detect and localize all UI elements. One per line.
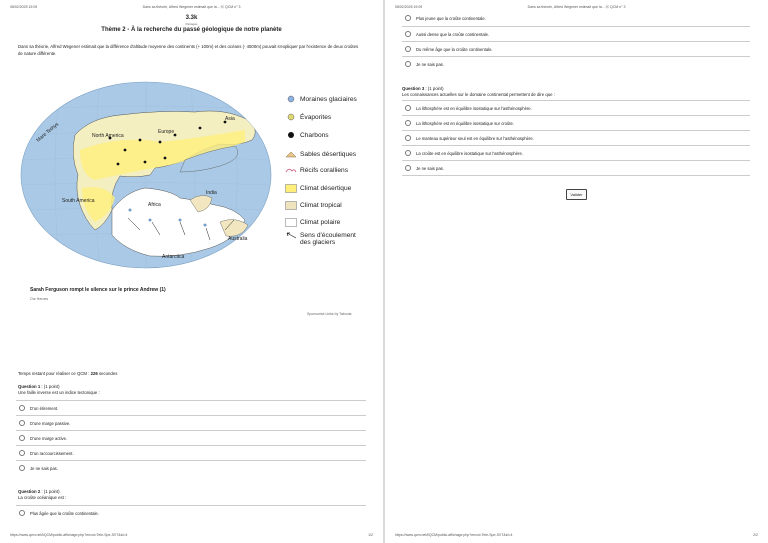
legend-label: Climat désertique [300, 184, 352, 192]
radio-button[interactable] [405, 105, 411, 111]
radio-button[interactable] [405, 46, 411, 52]
answer-option[interactable] [402, 100, 750, 115]
share-count-label: Partages [185, 22, 198, 26]
radio-button[interactable] [405, 31, 411, 37]
radio-button[interactable] [19, 450, 25, 456]
legend-label: Sens d'écoulement des glaciers [300, 232, 356, 246]
page-1 [0, 0, 383, 543]
legend-item [285, 93, 357, 105]
radio-button[interactable] [19, 435, 25, 441]
map-label-india: India [206, 190, 217, 196]
answer-label: Aussi dense que la croûte continentale. [416, 31, 490, 37]
answer-label: Je ne sais pas. [30, 465, 58, 471]
beige-box-icon [285, 201, 297, 210]
radio-button[interactable] [405, 135, 411, 141]
answer-label: Je ne sais pas. [416, 61, 444, 67]
page-number: 2/2 [753, 533, 758, 537]
question-text: Une faille inverse est un indice tectonique : [18, 389, 100, 395]
validate-button[interactable]: Valider [566, 189, 587, 200]
blue-dot-icon [285, 95, 297, 103]
legend-label: Climat polaire [300, 218, 341, 226]
map-label-australia: Australia [228, 236, 248, 242]
white-box-icon [285, 218, 297, 227]
answer-option[interactable] [16, 460, 366, 475]
radio-button[interactable] [405, 165, 411, 171]
legend-label: Sables désertiques [300, 150, 357, 158]
dune-icon [285, 150, 297, 158]
page-2 [385, 0, 768, 543]
reef-icon [285, 166, 297, 174]
legend-item [285, 232, 365, 250]
answer-option[interactable] [402, 160, 750, 176]
map-label-europe: Europe [158, 129, 175, 135]
answer-label: Plus jeune que la croûte continentale. [416, 15, 486, 21]
question-label: Question 3 [402, 86, 425, 91]
radio-button[interactable] [19, 510, 25, 516]
radio-button[interactable] [19, 465, 25, 471]
footer-url: https://www.qcm.net/liQCM/public-affichage.php?envoi=Tele-Spe-SVT&id=4 [395, 533, 513, 537]
question-label: Question 1 [18, 384, 41, 389]
radio-button[interactable] [405, 150, 411, 156]
timer-suffix: secondes [97, 371, 118, 376]
share-count-value: 3.3k [185, 15, 198, 21]
answer-option[interactable] [402, 41, 750, 56]
map-label-asia: Asia [225, 116, 235, 122]
question-points: : (1 point) [40, 384, 60, 389]
question-3 [402, 86, 555, 97]
radio-button[interactable] [19, 405, 25, 411]
question-label: Question 2 [18, 489, 41, 494]
answer-option[interactable] [402, 130, 750, 145]
timer-prefix: Temps restant pour réaliser ce QCM : [18, 371, 91, 376]
print-footer [395, 533, 758, 537]
legend-item [285, 216, 340, 228]
answer-label: Du même âge que la croûte continentale. [416, 46, 493, 52]
answer-option[interactable] [402, 115, 750, 130]
ad-source: Our Heroes [30, 297, 49, 301]
answer-option[interactable] [402, 11, 750, 25]
print-date: 08/02/2025 19:09 [10, 5, 38, 9]
legend-label: Évaporites [300, 113, 332, 121]
answer-label: D'une marge active. [30, 435, 68, 441]
arrow-icon [285, 232, 297, 240]
legend-label: Climat tropical [300, 201, 342, 209]
map-label-north-america: North America [92, 133, 124, 139]
answer-option[interactable] [402, 145, 750, 160]
question-points: : (1 point) [40, 489, 60, 494]
ad-title-link[interactable]: Sarah Ferguson rompt le silence sur le prince Andrew (1) [30, 287, 166, 293]
question-text: La croûte océanique est : [18, 494, 67, 500]
print-footer [10, 533, 373, 537]
black-dot-icon [285, 131, 297, 139]
radio-button[interactable] [405, 120, 411, 126]
share-count[interactable] [0, 15, 383, 27]
map-label-africa: Africa [148, 202, 161, 208]
answer-option[interactable] [402, 56, 750, 71]
intro-text: Dans sa théorie, Alfred Wegener estimait que la différence d'altitude moyenne des continents (+ 100m) et des océans (- 4500m) pouvait s'expliquer par l'existence de deux croûtes de nature différente. [18, 44, 359, 56]
timer-text [18, 371, 117, 376]
timer-value: 226 [90, 371, 98, 376]
answer-label: Plus âgée que la croûte continentale. [30, 510, 99, 516]
question-text: Les connaissances actuelles sur le domaine continental permettent de dire que : [402, 91, 555, 97]
answer-option[interactable] [402, 26, 750, 41]
print-title: Dans sa théorie, Alfred Wegener estimait que la... Ⓜ QCM n° 3 [142, 5, 241, 9]
radio-button[interactable] [19, 420, 25, 426]
legend-item [285, 182, 351, 194]
print-date: 08/02/2025 19:09 [395, 5, 423, 9]
map-label-south-america: South America [62, 198, 95, 204]
legend-item [285, 111, 331, 123]
legend-item [285, 199, 342, 211]
map-label-antarctica: Antarctica [162, 254, 185, 260]
legend-label: Charbons [300, 131, 329, 139]
question-points: : (1 point) [424, 86, 444, 91]
pangea-map [20, 80, 272, 270]
legend-label: Récifs coralliens [300, 166, 349, 174]
question-1 [18, 384, 100, 395]
yellow-box-icon [285, 184, 297, 193]
answer-label: D'un étirement. [30, 405, 59, 411]
legend-label: Moraines glaciaires [300, 95, 357, 103]
radio-button[interactable] [405, 61, 411, 67]
print-title: Dans sa théorie, Alfred Wegener estimait que la... Ⓜ QCM n° 3 [527, 5, 626, 9]
footer-url: https://www.qcm.net/liQCM/public-affichage.php?envoi=Tele-Spe-SVT&id=4 [10, 533, 128, 537]
answer-label: Je ne sais pas. [416, 165, 444, 171]
question-2 [18, 489, 66, 500]
print-header [10, 5, 373, 13]
answer-label: D'une marge passive. [30, 420, 71, 426]
answer-label: La croûte est en équilibre isostatique sur l'asthénosphère. [416, 150, 523, 156]
ad-sponsored-label[interactable]: Sponsorisé Links by Taboola [307, 312, 352, 316]
radio-button[interactable] [405, 15, 411, 21]
answer-label: La lithosphère est en équilibre isostatique sur l'asthénosphère. [416, 105, 532, 111]
answer-option[interactable] [16, 505, 366, 520]
legend-item [285, 148, 356, 160]
map-label-ocean: Mare Tethys [35, 121, 61, 144]
page-title: Thème 2 - À la recherche du passé géologique de notre planète [101, 27, 282, 33]
legend-item [285, 164, 348, 176]
answer-option[interactable] [16, 445, 366, 460]
answer-option[interactable] [16, 400, 366, 415]
yellow-dot-icon [285, 113, 297, 121]
answer-option[interactable] [16, 415, 366, 430]
answer-option[interactable] [16, 430, 366, 445]
answer-label: D'un raccourcissement. [30, 450, 74, 456]
answer-label: La lithosphère est en équilibre isostatique sur croûte. [416, 120, 514, 126]
answer-label: Le manteau supérieur seul est en équilibre sur l'asthénosphère. [416, 135, 534, 141]
page-number: 1/2 [368, 533, 373, 537]
legend-item [285, 129, 329, 141]
